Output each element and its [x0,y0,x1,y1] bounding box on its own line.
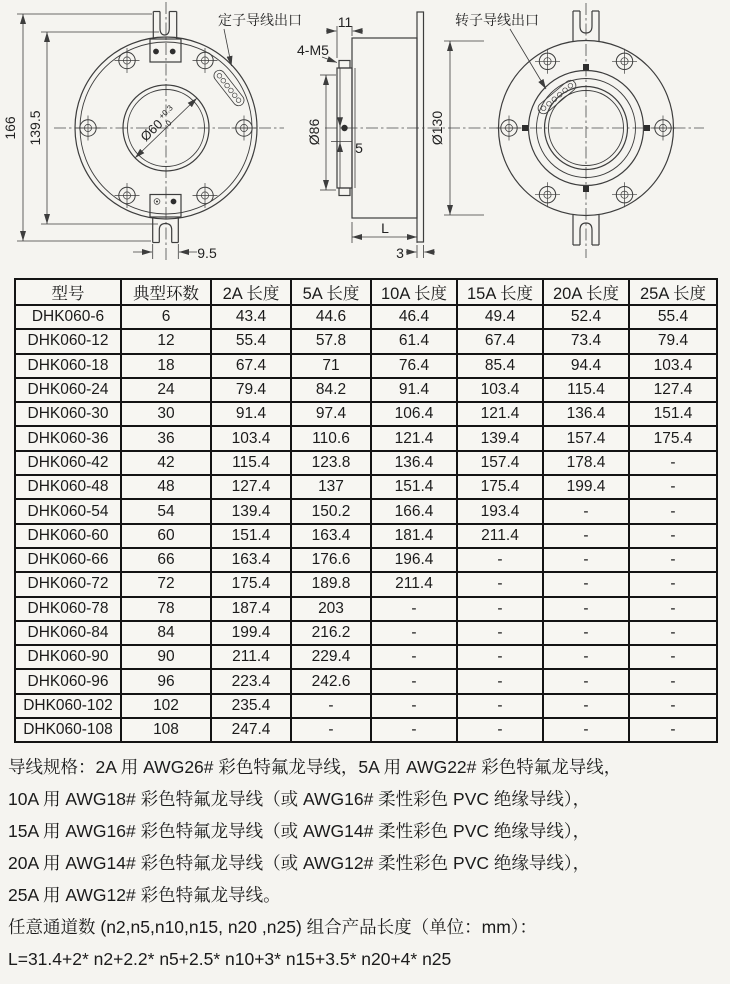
table-row [15,548,717,572]
dim-86 [306,75,336,190]
model-cell: DHK060-72 [15,572,121,596]
value-cell: 166.4 [371,499,457,523]
value-cell: - [291,718,371,742]
value-cell: 55.4 [211,329,291,353]
value-cell: - [543,499,629,523]
dim-9-5 [133,244,217,261]
dim-3-label: 3 [396,245,404,261]
table-row [15,572,717,596]
table-row [15,305,717,329]
value-cell: - [457,669,543,693]
value-cell: 163.4 [211,548,291,572]
value-cell: 115.4 [211,451,291,475]
value-cell: - [543,645,629,669]
dim-86-label: Ø86 [306,118,322,146]
technical-drawings [0,0,730,276]
column-header: 5A 长度 [291,279,371,305]
model-cell: DHK060-54 [15,499,121,523]
table-row [15,597,717,621]
value-cell: - [629,451,717,475]
value-cell: 175.4 [211,572,291,596]
rotor-connector [536,78,578,116]
model-cell: DHK060-24 [15,378,121,402]
dim-3 [396,245,435,261]
value-cell: - [371,718,457,742]
value-cell: - [629,597,717,621]
model-cell: DHK060-6 [15,305,121,329]
value-cell: - [543,572,629,596]
slip-ring-drawing [0,0,730,276]
table-row [15,329,717,353]
value-cell: - [629,694,717,718]
value-cell: 196.4 [371,548,457,572]
dim-130-label: Ø130 [429,110,445,146]
value-cell: 71 [291,354,371,378]
table-row [15,621,717,645]
model-cell: DHK060-90 [15,645,121,669]
model-cell: DHK060-48 [15,475,121,499]
value-cell: 61.4 [371,329,457,353]
model-cell: DHK060-96 [15,669,121,693]
value-cell: 66 [121,548,211,572]
value-cell: 136.4 [371,451,457,475]
value-cell: - [457,645,543,669]
value-cell: 57.8 [291,329,371,353]
dim-bore-tol-bottom: 0 [163,118,174,129]
value-cell: - [543,669,629,693]
value-cell: - [629,572,717,596]
value-cell: - [629,645,717,669]
value-cell: 102 [121,694,211,718]
dim-bore-tol-top: +0.3 [157,103,175,121]
value-cell: 115.4 [543,378,629,402]
table-row [15,475,717,499]
model-cell: DHK060-78 [15,597,121,621]
value-cell: 127.4 [211,475,291,499]
value-cell: 43.4 [211,305,291,329]
table-row [15,524,717,548]
note-line: 15A 用 AWG16# 彩色特氟龙导线（或 AWG14# 柔性彩色 PVC 绝缘导线）， [8,821,591,842]
value-cell: - [371,694,457,718]
value-cell: 6 [121,305,211,329]
value-cell: - [629,718,717,742]
table-row [15,402,717,426]
dim-166 [2,14,152,241]
value-cell: 91.4 [371,378,457,402]
model-cell: DHK060-42 [15,451,121,475]
value-cell: 46.4 [371,305,457,329]
value-cell: 76.4 [371,354,457,378]
column-header: 25A 长度 [629,279,717,305]
value-cell: - [543,718,629,742]
value-cell: - [457,572,543,596]
value-cell: 189.8 [291,572,371,596]
value-cell: 48 [121,475,211,499]
value-cell: 79.4 [629,329,717,353]
value-cell: - [457,597,543,621]
value-cell: 193.4 [457,499,543,523]
value-cell: 157.4 [457,451,543,475]
column-header: 2A 长度 [211,279,291,305]
table-row [15,354,717,378]
front-view-stator [2,2,302,262]
table-row [15,718,717,742]
dim-length-label: L [381,220,389,236]
value-cell: 97.4 [291,402,371,426]
dim-11-label: 11 [337,14,353,30]
value-cell: - [371,597,457,621]
rear-view-rotor [455,3,676,258]
value-cell: 84.2 [291,378,371,402]
value-cell: 55.4 [629,305,717,329]
value-cell: 30 [121,402,211,426]
value-cell: 121.4 [371,426,457,450]
value-cell: 216.2 [291,621,371,645]
value-cell: 18 [121,354,211,378]
value-cell: - [543,548,629,572]
value-cell: 223.4 [211,669,291,693]
rotor-outlet-label: 转子导线出口 [455,12,539,28]
value-cell: - [629,548,717,572]
table-row [15,378,717,402]
value-cell: 199.4 [211,621,291,645]
value-cell: - [457,548,543,572]
value-cell: 163.4 [291,524,371,548]
value-cell: 211.4 [211,645,291,669]
value-cell: 187.4 [211,597,291,621]
value-cell: 211.4 [371,572,457,596]
model-cell: DHK060-60 [15,524,121,548]
value-cell: 67.4 [211,354,291,378]
stator-connector [212,68,247,108]
dim-9-5-label: 9.5 [197,245,217,261]
dim-139-5-label: 139.5 [27,110,43,146]
value-cell: - [543,524,629,548]
table-header-row [15,279,717,305]
value-cell: 78 [121,597,211,621]
value-cell: - [543,597,629,621]
value-cell: 137 [291,475,371,499]
value-cell: 151.4 [629,402,717,426]
wire-spec-notes [8,751,730,975]
table-row [15,694,717,718]
column-header: 15A 长度 [457,279,543,305]
column-header: 20A 长度 [543,279,629,305]
value-cell: 211.4 [457,524,543,548]
value-cell: 203 [291,597,371,621]
value-cell: 67.4 [457,329,543,353]
value-cell: - [629,499,717,523]
value-cell: 72 [121,572,211,596]
value-cell: - [543,694,629,718]
value-cell: 73.4 [543,329,629,353]
value-cell: 44.6 [291,305,371,329]
value-cell: 60 [121,524,211,548]
note-line: 10A 用 AWG18# 彩色特氟龙导线（或 AWG16# 柔性彩色 PVC 绝缘导线）， [8,789,591,810]
note-line: 25A 用 AWG12# 彩色特氟龙导线。 [8,885,281,906]
value-cell: 139.4 [457,426,543,450]
value-cell: 199.4 [543,475,629,499]
note-line: 20A 用 AWG14# 彩色特氟龙导线（或 AWG12# 柔性彩色 PVC 绝缘导线）， [8,853,591,874]
dim-4m5-label: 4-M5 [297,42,329,58]
value-cell: 181.4 [371,524,457,548]
dim-length [352,220,417,243]
table-body [15,305,717,742]
value-cell: 103.4 [457,378,543,402]
value-cell: 150.2 [291,499,371,523]
value-cell: 176.6 [291,548,371,572]
value-cell: 24 [121,378,211,402]
model-cell: DHK060-12 [15,329,121,353]
stator-outlet-label: 定子导线出口 [218,12,302,28]
value-cell: 91.4 [211,402,291,426]
dim-5 [331,119,363,156]
model-cell: DHK060-30 [15,402,121,426]
note-line: 导线规格：2A 用 AWG26# 彩色特氟龙导线，5A 用 AWG22# 彩色特氟龙导线， [8,757,622,778]
dim-bore-label: Ø60 [137,116,166,145]
value-cell: 42 [121,451,211,475]
value-cell: 242.6 [291,669,371,693]
table-row [15,499,717,523]
value-cell: 139.4 [211,499,291,523]
value-cell: 229.4 [291,645,371,669]
model-cell: DHK060-84 [15,621,121,645]
dim-4m5 [297,42,337,63]
value-cell: 84 [121,621,211,645]
value-cell: 108 [121,718,211,742]
value-cell: - [457,694,543,718]
value-cell: 103.4 [629,354,717,378]
value-cell: 90 [121,645,211,669]
value-cell: 235.4 [211,694,291,718]
value-cell: 151.4 [371,475,457,499]
value-cell: - [371,669,457,693]
model-cell: DHK060-102 [15,694,121,718]
value-cell: 151.4 [211,524,291,548]
dim-166-label: 166 [2,116,18,140]
note-line: L=31.4+2* n2+2.2* n5+2.5* n10+3* n15+3.5* n20+4* n25 [8,949,452,970]
value-cell: 136.4 [543,402,629,426]
value-cell: 106.4 [371,402,457,426]
value-cell: - [629,669,717,693]
value-cell: 123.8 [291,451,371,475]
value-cell: 52.4 [543,305,629,329]
value-cell: - [457,621,543,645]
value-cell: 247.4 [211,718,291,742]
column-header: 典型环数 [121,279,211,305]
value-cell: 121.4 [457,402,543,426]
value-cell: 79.4 [211,378,291,402]
model-cell: DHK060-108 [15,718,121,742]
value-cell: - [629,524,717,548]
value-cell: 127.4 [629,378,717,402]
value-cell: 175.4 [457,475,543,499]
table-row [15,645,717,669]
value-cell: 54 [121,499,211,523]
value-cell: 103.4 [211,426,291,450]
model-cell: DHK060-18 [15,354,121,378]
value-cell: 96 [121,669,211,693]
table-row [15,669,717,693]
table-row [15,426,717,450]
dim-11 [326,14,363,58]
value-cell: 12 [121,329,211,353]
dim-5-label: 5 [355,140,363,156]
spec-table [14,278,718,743]
model-cell: DHK060-36 [15,426,121,450]
value-cell: 94.4 [543,354,629,378]
note-line: 任意通道数 (n2,n5,n10,n15, n20 ,n25) 组合产品长度（单位：mm）： [8,917,538,938]
value-cell: 157.4 [543,426,629,450]
value-cell: - [629,621,717,645]
value-cell: - [371,645,457,669]
column-header: 型号 [15,279,121,305]
value-cell: 178.4 [543,451,629,475]
value-cell: - [457,718,543,742]
column-header: 10A 长度 [371,279,457,305]
value-cell: 175.4 [629,426,717,450]
value-cell: 85.4 [457,354,543,378]
value-cell: 49.4 [457,305,543,329]
value-cell: - [629,475,717,499]
value-cell: - [291,694,371,718]
value-cell: 110.6 [291,426,371,450]
value-cell: - [371,621,457,645]
model-cell: DHK060-66 [15,548,121,572]
value-cell: 36 [121,426,211,450]
table-row [15,451,717,475]
value-cell: - [543,621,629,645]
